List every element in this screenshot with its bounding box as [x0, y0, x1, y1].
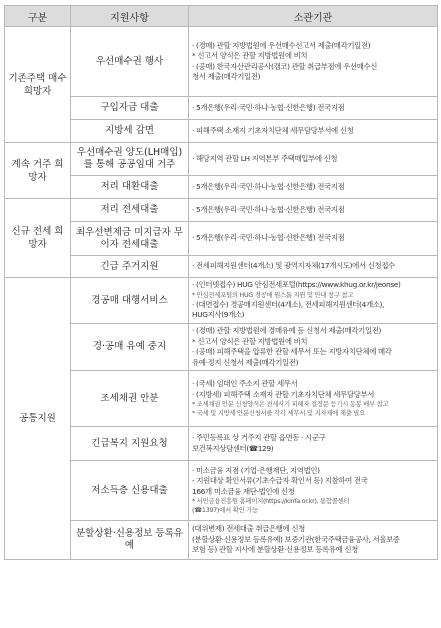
support-item-cell: 최우선변제금 미지급자 무이자 전세대출 [71, 222, 189, 256]
support-item-cell: 저리 대환대출 [71, 176, 189, 199]
agency-line: 166개 미소금융 재단·법인에 신청 [192, 486, 295, 496]
agency-cell [189, 27, 438, 97]
category-cell: 계속 거주 희망자 [5, 143, 71, 199]
support-item-cell: 경공매 대행서비스 [71, 278, 189, 324]
agency-cell [189, 222, 438, 256]
support-item-cell: 지방세 감면 [71, 120, 189, 143]
support-item-cell: 우선매수권 양도(LH매입)를 통해 공공임대 거주 [71, 143, 189, 176]
table-body [5, 27, 438, 560]
support-item-cell: 긴급 주거지원 [71, 256, 189, 278]
support-item-cell: 경·공매 유예 중지 [71, 324, 189, 371]
agency-line: · 전세피해지원센터(4개소) 및 광역지자체(17개시도)에서 신청접수 [192, 261, 395, 271]
support-item-cell: 구입자금 대출 [71, 97, 189, 120]
agency-line: 청서 제출(매각기일전) [192, 72, 261, 81]
agency-line: * 서민금융진흥원 홈페이지(https://kinfa.or.kr), 통합콜센터 [192, 497, 350, 506]
support-item-cell: 조세채권 안분 [71, 371, 189, 427]
table-header-row [5, 6, 438, 27]
agency-line: (분할상환·신용정보 등록유예) 보증기관(한국주택금융공사, 서울보증 [192, 534, 400, 544]
support-item-cell: 긴급복지 지원요청 [71, 427, 189, 461]
agency-cell [189, 324, 438, 371]
agency-line: · 5개은행(우리·국민·하나·농협·신한은행) 전국지점 [192, 102, 345, 112]
agency-line: * 국세 및 지방세 안분신청서를 각각 세무서 및 지자체에 제출 필요 [192, 409, 365, 417]
category-cell: 기존주택 매수 희망자 [5, 27, 71, 143]
support-table [4, 5, 438, 560]
agency-line: · (지방세) 피해주택 소재지 관할 기초자치단체 세무담당부서 [192, 389, 375, 399]
support-item-cell: 저리 전세대출 [71, 199, 189, 222]
agency-cell [189, 143, 438, 176]
agency-cell [189, 199, 438, 222]
agency-cell [189, 521, 438, 560]
category-cell: 신규 전세 희망자 [5, 199, 71, 278]
agency-line: 보험 등) 관할 지사에 분할상환·신용정보 등록유예 신청 [192, 545, 358, 555]
agency-cell [189, 176, 438, 199]
agency-line: * 조세채권 안분 신청양식은 전세사기 피해자 결정문 등기시 동봉 배부 참고 [192, 400, 389, 408]
agency-cell [189, 120, 438, 143]
agency-line: · (국세) 임대인 주소지 관할 세무서 [192, 379, 298, 388]
agency-line: · 5개은행(우리·국민·하나·농협·신한은행) 전국지점 [192, 181, 345, 191]
header-support: 지원사항 [71, 6, 189, 27]
category-cell: 공통지원 [5, 278, 71, 560]
agency-line: · 5개은행(우리·국민·하나·농협·신한은행) 전국지점 [192, 233, 345, 243]
agency-line: HUG지사(9개소) [192, 310, 245, 320]
header-agency: 소관기관 [189, 6, 438, 27]
support-item-cell: 우선매수권 행사 [71, 27, 189, 97]
agency-line: (☎1397)에서 확인 가능 [192, 506, 258, 515]
agency-cell [189, 461, 438, 521]
support-item-cell: 저소득층 신용대출 [71, 461, 189, 521]
agency-line: · 주민등록표 상 거주지 관할 읍면동 · 시군구 [192, 433, 326, 442]
table-row [5, 143, 438, 176]
support-item-cell: 분할상환·신용정보 등록유예 [71, 521, 189, 560]
agency-line: (대위변제) 전세대출 취급은행에 신청 [192, 524, 305, 534]
table-row [5, 278, 438, 324]
agency-line: · 피해주택 소재지 기초자치단체 세무담당부서에 신청 [192, 125, 354, 135]
agency-line: 유예·정지 신청서 제출(매각기일전) [192, 357, 299, 367]
agency-line: · (인터넷접수) HUG 안심전세포털(https://www.khug.or.kr/jeonse) [192, 280, 401, 290]
agency-cell [189, 97, 438, 120]
agency-cell [189, 371, 438, 427]
agency-cell [189, 427, 438, 461]
agency-cell [189, 278, 438, 324]
agency-line: · (공매) 피해주택을 압류한 관할 세무서 또는 지방자치단체에 매각 [192, 347, 392, 356]
agency-line: · (공매) 한국자산관리공사(캠코) 관할 취급부점에 우선매수신 [192, 61, 378, 71]
agency-line: · (경매) 관할 지방법원에 우선매수신고서 제출(매각기일전) [192, 40, 371, 50]
table-row [5, 199, 438, 222]
agency-line: · (대면접수) 경공매지원센터(4개소), 전세피해지원센터(4개소), [192, 299, 385, 309]
agency-line: · 미소금융 지점 (기업·은행재단, 지역법인) [192, 465, 320, 475]
agency-line: · 해당지역 관할 LH 지역본부 주택매입부에 신청 [192, 153, 338, 163]
agency-line: * 안심전세포털의 HUG 경공매 원스톱 지원 및 안내 창구 참고 [192, 290, 354, 299]
agency-line: · (경매) 관할 지방법원에 경매유예 등 신청서 제출(매각기일전) [192, 326, 382, 335]
header-category: 구분 [5, 6, 71, 27]
table-row [5, 27, 438, 97]
agency-line: - 지원대상 확인서류(기초수급자 확인서 등) 지참하여 전국 [192, 476, 368, 486]
agency-cell [189, 256, 438, 278]
agency-line: * 신고서 양식은 관할 지방법원에 비치 [192, 336, 308, 346]
agency-line: 보건복지상담센터(☎129) [192, 443, 274, 453]
agency-line: * 신고서 양식은 관할 지방법원에 비치 [192, 51, 308, 60]
agency-line: · 5개은행(우리·국민·하나·농협·신한은행) 전국지점 [192, 204, 345, 214]
